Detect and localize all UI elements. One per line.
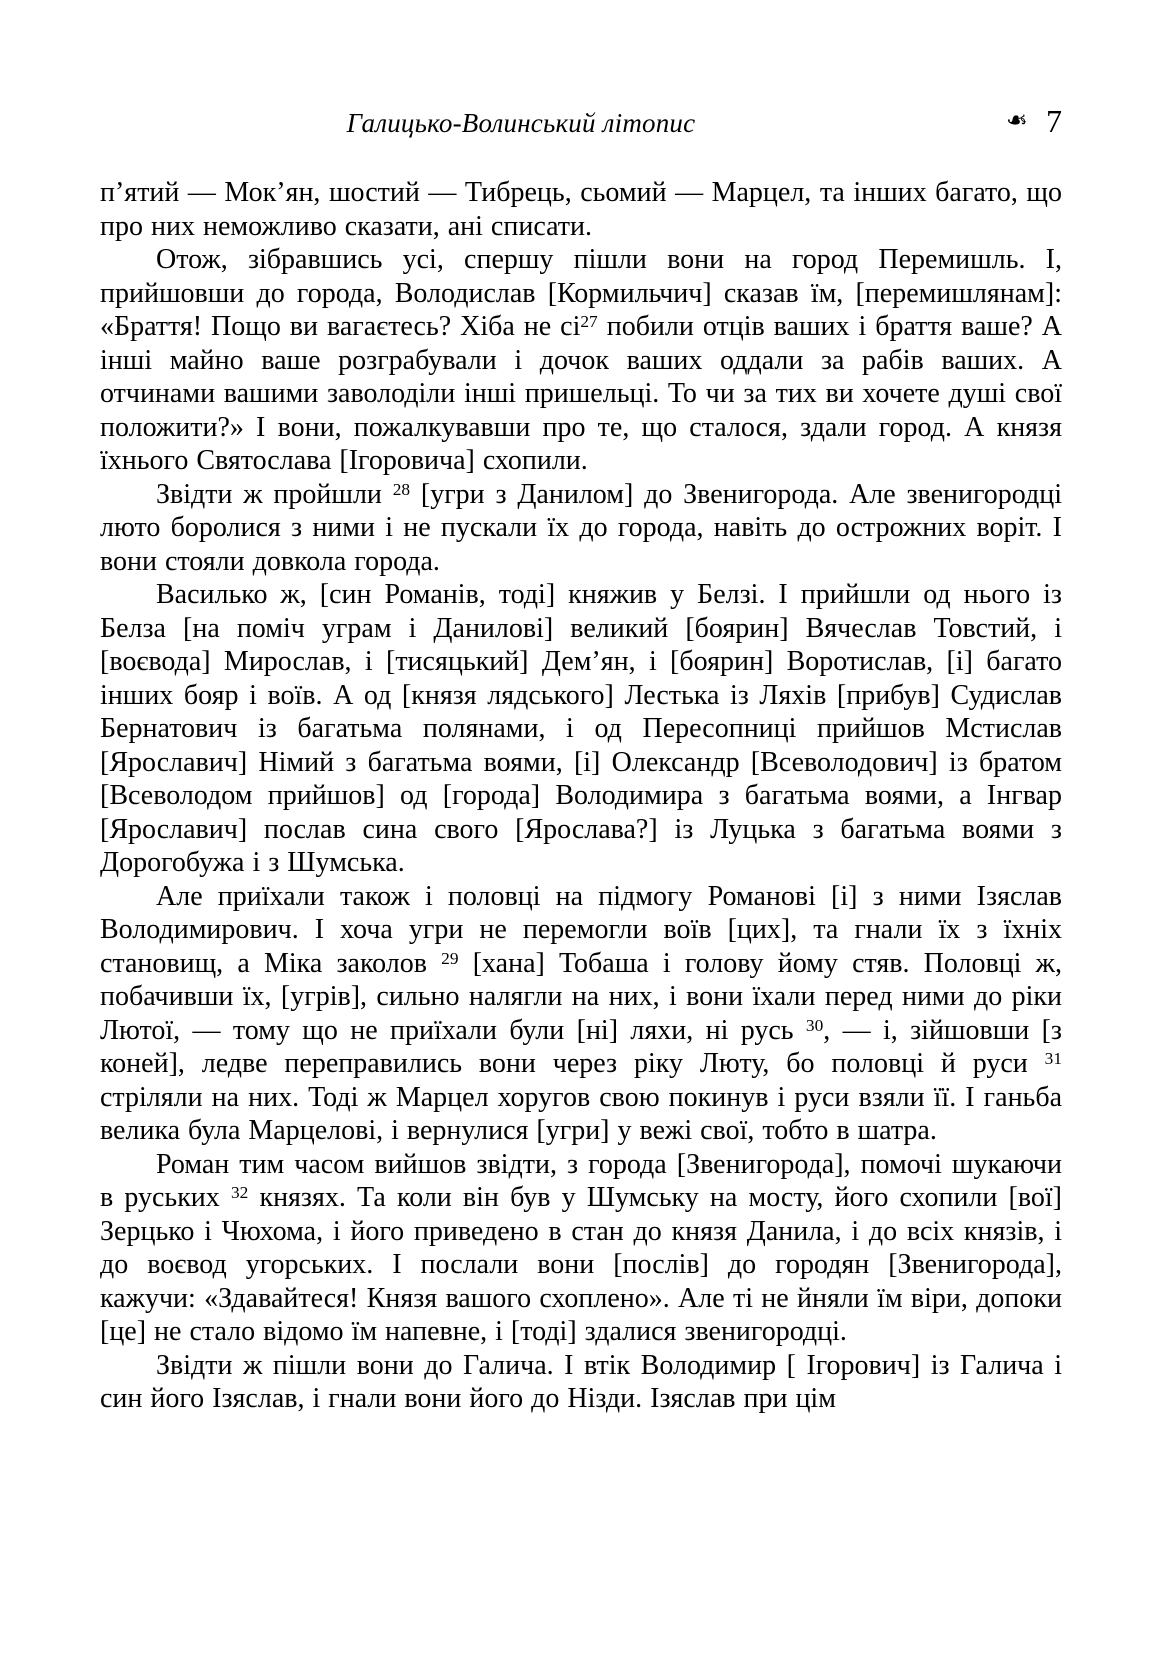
paragraph: Але приїхали також і половці на підмогу Романові [і] з ними Ізяслав Володимирович. І хоча угри не перемогли воїв [цих], та гнали їх з їхніх становищ, а Міка заколов $^{29}$ [хана] Тобаша і голову йому стяв. Половці ж, побачивши їх, [угрів], сильно налягли на них, і вони їхали перед ними до ріки Лютої, — тому що не приїхали були [ні] ляхи, ні русь $^{30}$, — і, зійшовши [з коней], ледве переправились вони через ріку Люту, бо половці й руси $^{31}$ стріляли на них. Тоді ж Марцел хоругов свою покинув і руси взяли її. І ганьба велика була Марцелові, і вернулися [угри] у вежі свої, тобто в шатра.	[100, 880, 1063, 1146]
paragraph: п’ятий — Мок’ян, шостий — Тибрець, сьомий — Марцел, та інших багато, що про них неможливо сказати, ані списати.	[100, 177, 1062, 242]
book-page	[100, 0, 1062, 1654]
footnote-reference: 27	[580, 312, 598, 332]
paragraph: Василько ж, [син Романів, тоді] княжив у Белзі. І прийшли од нього із Белза [на поміч уграм і Данилові] великий [боярин] Вячеслав Товстий, і [воєвода] Мирослав, і [тисяцький] Дем’ян, і [боярин] Воротислав, [і] багато інших бояр і воїв. А од [князя лядського] Лестька із Ляхів [прибув] Судислав Бернатович із багатьма полянами, і од Пересопниці прийшов Мстислав [Ярославич] Німий з багатьма воями, [і] Олександр [Всеволодович] із братом [Всеволодом прийшов] од [города] Володимира з багатьма воями, а Інгвар [Ярославич] послав сина свого [Ярослава?] із Луцька з багатьма воями з Дорогобужа і з Шумська.	[100, 579, 1062, 878]
running-header-title: Галицько-Волинський літопис	[346, 108, 696, 138]
paragraph: Звідти ж пройшли $^{28}$ [угри з Данилом] до Звенигорода. Але звенигородці люто боролися з ними і не пускали їх до города, навіть до острожних воріт. І вони стояли довкола города.	[100, 478, 1062, 577]
running-header-right	[1006, 102, 1062, 140]
page-number: 7	[1046, 103, 1062, 139]
footnote-reference: 28	[392, 479, 411, 499]
paragraph: Звідти ж пішли вони до Галича. І втік Володимир [ Ігорович] із Галича і син його Ізяслав, і гнали вони його до Нізди. Ізяслав при цім	[100, 1349, 1062, 1414]
paragraph: Роман тим часом вийшов звідти, з города [Звенигорода], помочі шукаючи в руських $^{32}$ князях. Та коли він був у Шумську на мосту, його схопили [вої] Зерцько і Чюхома, і його приведено в стан до князя Данила, і до всіх князів, і до воєвод угорських. І послали вони [послів] до городян [Звенигорода], кажучи: «Здавайтеся! Князя вашого схоплено». Але ті не йняли їм віри, допоки [це] не стало відомо їм напевне, і [тоді] здалися звенигородці.	[100, 1148, 1062, 1347]
footnote-reference: 32	[230, 1183, 249, 1203]
footnote-reference: 29	[441, 948, 459, 968]
footnote-reference: 31	[1044, 1049, 1062, 1069]
fleuron-icon: ❧	[1006, 106, 1028, 135]
running-header	[100, 103, 1062, 148]
paragraph: Отож, зібравшись усі, спершу пішли вони на город Перемишль. І, прийшовши до города, Володислав [Кормильчич] сказав їм, [перемишлянам]: «Браття! Пощо ви вагаєтесь? Хіба не $сі^{27}$ побили отців ваших і браття ваше? А інші майно ваше розграбували і дочок ваших оддали за рабів ваших. А отчинами вашими заволоділи інші пришельці. То чи за тих ви хочете душі свої положити?» І вони, пожалкувавши про те, що сталося, здали город. А князя їхнього Святослава [Ігоровича] схопили.	[100, 244, 1062, 476]
body-text	[100, 176, 1062, 1416]
footnote-reference: 30	[805, 1015, 824, 1035]
